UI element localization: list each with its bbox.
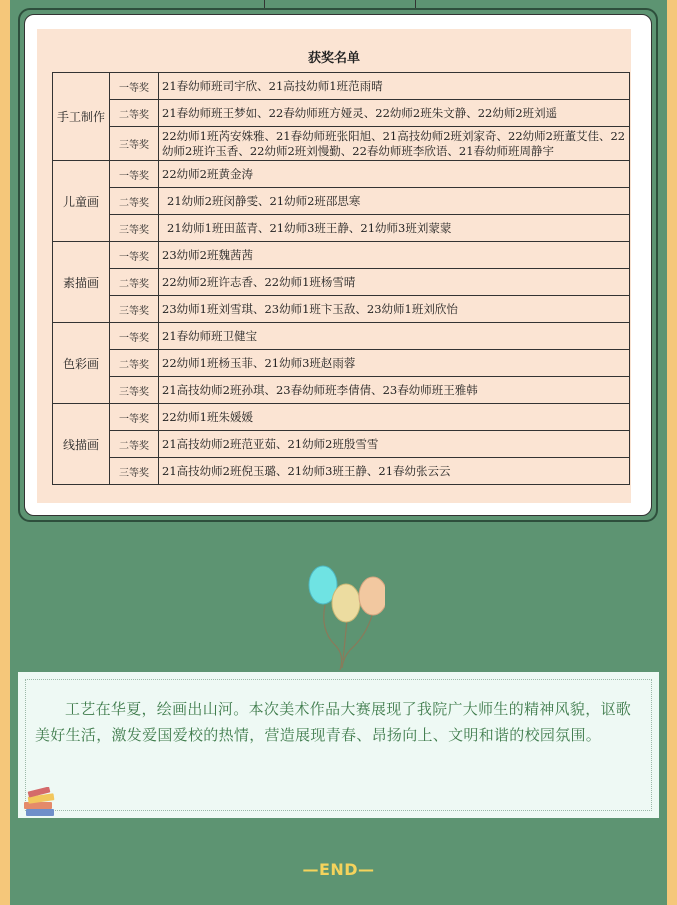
award-card — [24, 14, 652, 516]
level-cell: 三等奖 — [110, 296, 159, 323]
table-title: 获奖名单 — [307, 51, 360, 66]
table-row — [53, 215, 630, 242]
balloons-icon — [295, 560, 385, 670]
closing-box — [18, 672, 659, 818]
award-card-frame — [18, 8, 658, 522]
closing-paragraph: 工艺在华夏，绘画出山河。本次美术作品大赛展现了我院广大师生的精神风貌，讴歌美好生活，激发爱国爱校的热情，营造展现青春、昂扬向上、文明和谐的校园氛围。 — [35, 700, 632, 744]
level-cell: 一等奖 — [110, 404, 159, 431]
books-icon — [22, 787, 58, 819]
category-cell: 线描画 — [53, 404, 110, 485]
award-table — [52, 72, 630, 485]
names-cell: 22幼师2班黄金涛 — [159, 161, 630, 188]
category-cell: 色彩画 — [53, 323, 110, 404]
names-cell: 21春幼师班司宇欣、21高技幼师1班范雨晴 — [159, 73, 630, 100]
table-row — [53, 188, 630, 215]
award-paper — [37, 29, 631, 503]
names-cell: 22幼师2班许志香、22幼师1班杨雪晴 — [159, 269, 630, 296]
level-cell: 三等奖 — [110, 458, 159, 485]
table-row — [53, 242, 630, 269]
end-label: —END— — [302, 860, 375, 879]
names-cell: 21幼师1班田蓝青、21幼师3班王静、21幼师3班刘蒙蒙 — [159, 215, 630, 242]
level-cell: 二等奖 — [110, 431, 159, 458]
names-cell: 23幼师2班魏茜茜 — [159, 242, 630, 269]
table-row — [53, 377, 630, 404]
table-row — [53, 73, 630, 100]
names-cell: 21春幼师班卫健宝 — [159, 323, 630, 350]
names-cell: 21高技幼师2班倪玉璐、21幼师3班王静、21春幼张云云 — [159, 458, 630, 485]
level-cell: 三等奖 — [110, 127, 159, 161]
names-cell: 23幼师1班刘雪琪、23幼师1班卞玉敌、23幼师1班刘欣怡 — [159, 296, 630, 323]
level-cell: 二等奖 — [110, 100, 159, 127]
top-divider — [264, 0, 416, 8]
table-row — [53, 350, 630, 377]
table-row — [53, 100, 630, 127]
names-cell: 21高技幼师2班范亚茹、21幼师2班殷雪雪 — [159, 431, 630, 458]
category-cell: 儿童画 — [53, 161, 110, 242]
level-cell: 二等奖 — [110, 188, 159, 215]
level-cell: 一等奖 — [110, 242, 159, 269]
level-cell: 二等奖 — [110, 269, 159, 296]
table-row — [53, 323, 630, 350]
table-row — [53, 404, 630, 431]
table-row — [53, 161, 630, 188]
names-cell: 22幼师1班杨玉菲、21幼师3班赵雨蓉 — [159, 350, 630, 377]
names-cell: 21高技幼师2班孙琪、23春幼师班李倩倩、23春幼师班王雅韩 — [159, 377, 630, 404]
names-cell: 22幼师1班芮安姝雅、21春幼师班张阳旭、21高技幼师2班刘家奇、22幼师2班董艾佳、22幼师2班许玉香、22幼师2班刘慢勤、22春幼师班李欣语、21春幼师班周静宇 — [159, 127, 630, 161]
table-row — [53, 431, 630, 458]
table-row — [53, 127, 630, 161]
names-cell: 21幼师2班闵静雯、21幼师2班邵思寒 — [159, 188, 630, 215]
table-row — [53, 269, 630, 296]
level-cell: 三等奖 — [110, 377, 159, 404]
names-cell: 22幼师1班朱媛媛 — [159, 404, 630, 431]
names-cell: 21春幼师班王梦如、22春幼师班方娅灵、22幼师2班朱文静、22幼师2班刘遥 — [159, 100, 630, 127]
level-cell: 三等奖 — [110, 215, 159, 242]
category-cell: 手工制作 — [53, 73, 110, 161]
level-cell: 一等奖 — [110, 161, 159, 188]
level-cell: 一等奖 — [110, 323, 159, 350]
category-cell: 素描画 — [53, 242, 110, 323]
table-row — [53, 296, 630, 323]
page-background — [10, 0, 667, 905]
level-cell: 一等奖 — [110, 73, 159, 100]
table-row — [53, 458, 630, 485]
level-cell: 二等奖 — [110, 350, 159, 377]
